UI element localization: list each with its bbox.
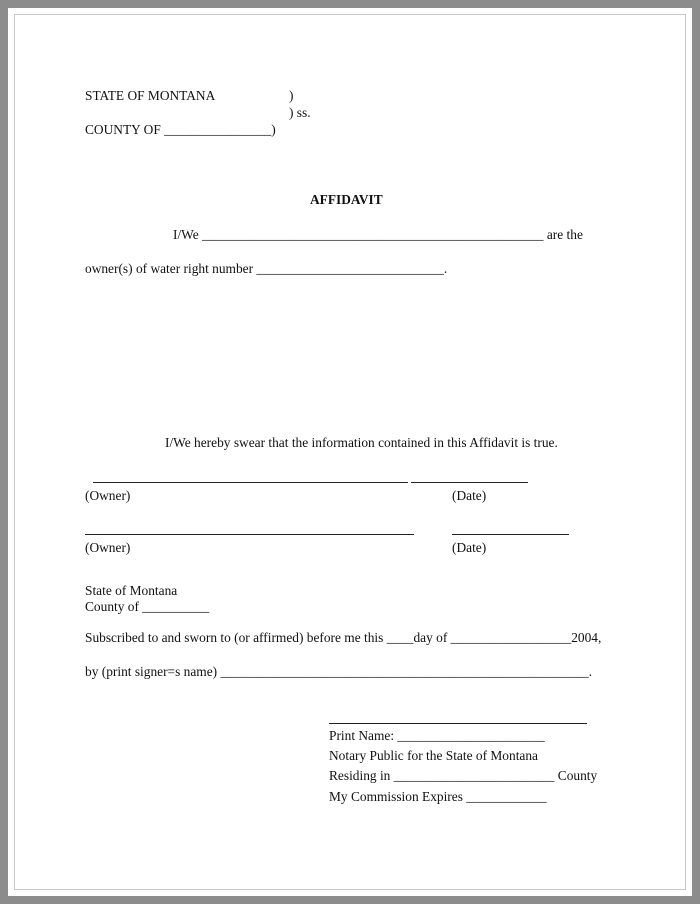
owner-label-2: (Owner) xyxy=(85,540,131,555)
date-label-1: (Date) xyxy=(452,488,487,503)
county-of-line: COUNTY OF ________________) xyxy=(85,122,276,137)
state-of-montana-label: STATE OF MONTANA xyxy=(85,88,216,103)
date-line-2 xyxy=(452,534,569,535)
notary-state: State of Montana xyxy=(85,583,178,598)
notary-signature-line xyxy=(329,723,587,724)
water-right-number-line: owner(s) of water right number ____________________________. xyxy=(85,261,448,276)
print-signer-name-line: by (print signer=s name) _______________________________________________________. xyxy=(85,664,593,679)
date-label-2: (Date) xyxy=(452,540,487,555)
owner-signature-line-2 xyxy=(85,534,414,535)
notary-residing-in: Residing in ________________________ County xyxy=(329,768,598,783)
affidavit-title: AFFIDAVIT xyxy=(310,192,383,207)
swear-statement: I/We hereby swear that the information contained in this Affidavit is true. xyxy=(165,435,558,450)
notary-commission-expires: My Commission Expires ____________ xyxy=(329,789,547,804)
notary-print-name: Print Name: ______________________ xyxy=(329,728,545,743)
owner-signature-line-1 xyxy=(93,482,408,483)
notary-public-state: Notary Public for the State of Montana xyxy=(329,748,538,763)
venue-paren: ) xyxy=(289,88,294,103)
date-line-1 xyxy=(411,482,528,483)
iwe-owners-line: I/We ___________________________________________________ are the xyxy=(173,227,583,242)
venue-ss: ) ss. xyxy=(289,105,311,120)
notary-county: County of __________ xyxy=(85,599,210,614)
subscribed-sworn-line: Subscribed to and sworn to (or affirmed) before me this ____day of __________________2004, xyxy=(85,630,602,645)
owner-label-1: (Owner) xyxy=(85,488,131,503)
